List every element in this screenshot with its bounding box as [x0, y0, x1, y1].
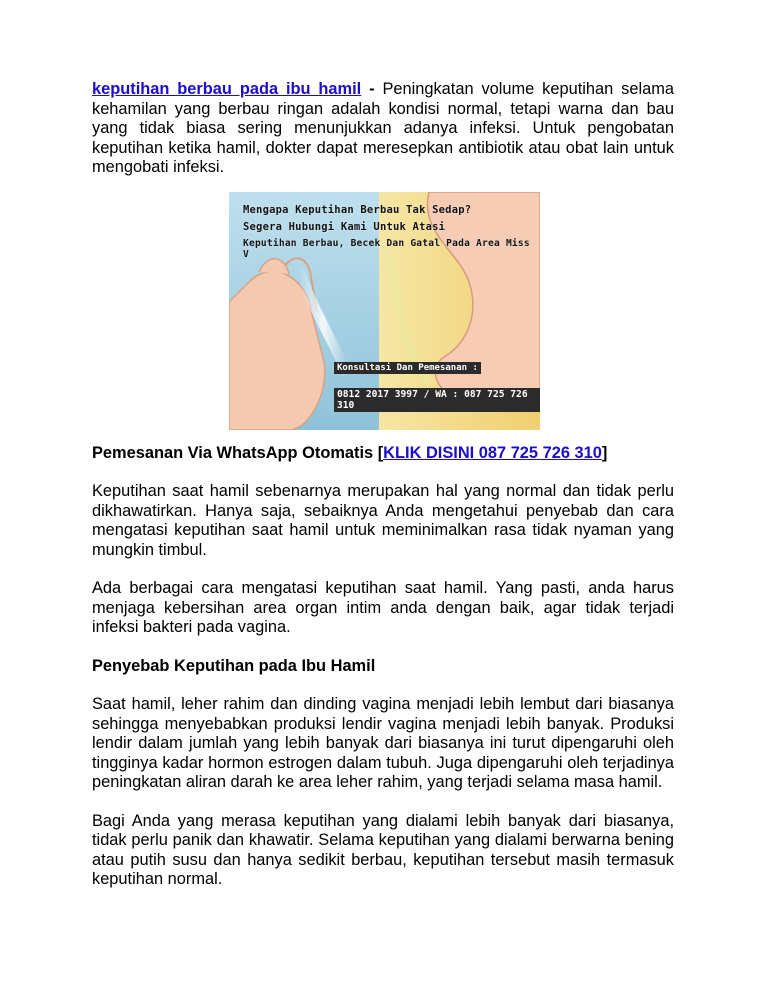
- paragraph-3: Saat hamil, leher rahim dan dinding vagina menjadi lebih lembut dari biasanya sehingga menyebabkan produksi lendir vagina menjadi lebih banyak. Produksi lendir dalam jumlah yang lebih banyak dari biasanya ini turut dipengaruhi oleh tingginya kadar hormon estrogen dalam tubuh. Juga dipengaruhi oleh terjadinya peningkatan aliran darah ke area leher rahim, yang terjadi selama masa hamil.: [92, 695, 674, 791]
- section-heading: Penyebab Keputihan pada Ibu Hamil: [92, 656, 376, 675]
- promo-contact-label: Konsultasi Dan Pemesanan :: [334, 362, 481, 374]
- article-link[interactable]: keputihan berbau pada ibu hamil: [92, 80, 362, 98]
- promo-image: [229, 192, 540, 430]
- promo-line-1: Mengapa Keputihan Berbau Tak Sedap?: [243, 203, 472, 216]
- intro-separator: -: [361, 80, 383, 98]
- paragraph-4: Bagi Anda yang merasa keputihan yang dialami lebih banyak dari biasanya, tidak perlu panik dan khawatir. Selama keputihan yang dialami berwarna bening atau putih susu dan hanya sedikit berbau, keputihan tersebut masih termasuk keputihan normal.: [92, 811, 674, 888]
- promo-line-2: Segera Hubungi Kami Untuk Atasi: [243, 220, 446, 233]
- document-page: [92, 80, 674, 890]
- order-line: [92, 444, 674, 464]
- paragraph-2: Ada berbagai cara mengatasi keputihan saat hamil. Yang pasti, anda harus menjaga kebersihan area organ intim anda dengan baik, agar tidak terjadi infeksi bakteri pada vagina.: [92, 579, 674, 636]
- order-prefix: Pemesanan Via WhatsApp Otomatis [: [92, 443, 384, 462]
- promo-contact-numbers: 0812 2017 3997 / WA : 087 725 726 310: [334, 388, 540, 412]
- whatsapp-order-link[interactable]: KLIK DISINI 087 725 726 310: [383, 443, 602, 462]
- intro-paragraph: [92, 80, 674, 178]
- promo-line-3: Keputihan Berbau, Becek Dan Gatal Pada Area Miss V: [243, 237, 530, 260]
- intro-text: Peningkatan volume keputihan selama kehamilan yang berbau ringan adalah kondisi normal, tetapi warna dan bau yang tidak biasa sering menunjukkan adanya infeksi. Untuk pengobatan keputihan ketika hamil, dokter dapat meresepkan antibiotik atau obat lain untuk mengobati infeksi.: [92, 80, 674, 176]
- paragraph-1: Keputihan saat hamil sebenarnya merupakan hal yang normal dan tidak perlu dikhawatirkan. Hanya saja, sebaiknya Anda mengetahui penyebab dan cara mengatasi keputihan saat hamil untuk meminimalkan rasa tidak nyaman yang mungkin timbul.: [92, 482, 674, 559]
- order-suffix: ]: [601, 443, 608, 462]
